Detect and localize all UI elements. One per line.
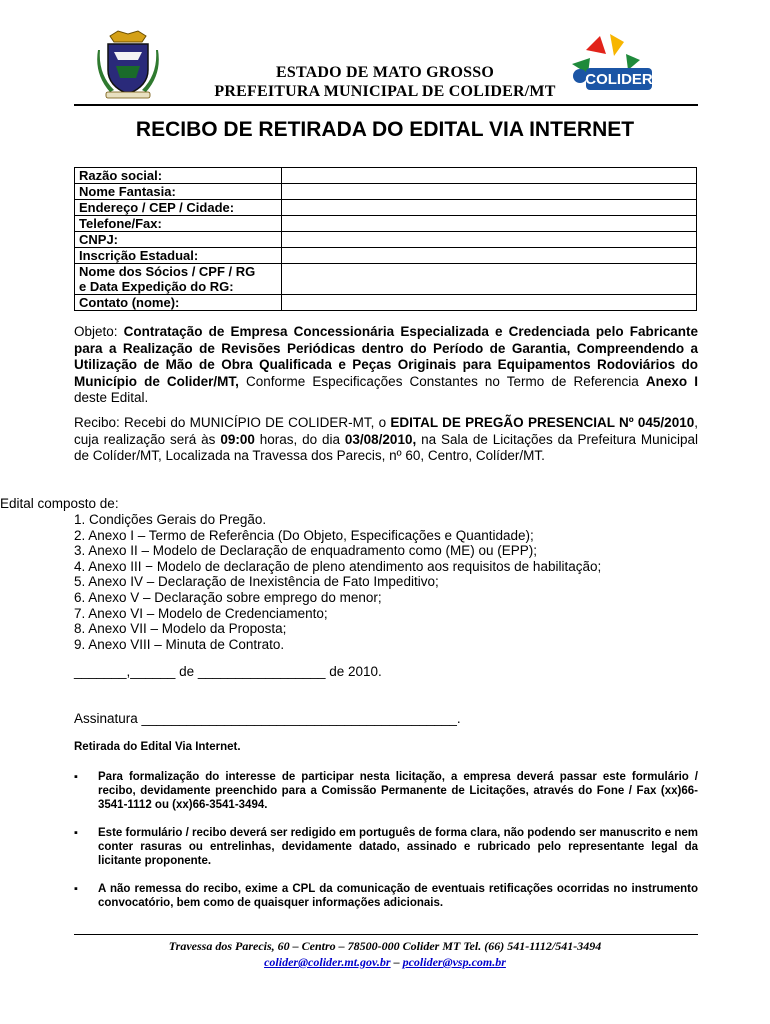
instruction-item: [74, 882, 698, 912]
header-divider: [74, 104, 698, 106]
recibo-text: horas, do dia: [259, 431, 341, 447]
list-item: 7. Anexo VI – Modelo de Credenciamento;: [74, 605, 328, 621]
edital-intro: Edital composto de:: [0, 496, 119, 511]
field-value[interactable]: [282, 248, 697, 264]
field-label-line: e Data Expedição do RG:: [79, 279, 234, 294]
table-row: [75, 264, 697, 295]
company-form-table: [74, 167, 697, 311]
field-label: Inscrição Estadual:: [75, 248, 282, 264]
list-item: 3. Anexo II – Modelo de Declaração de enquadramento como (ME) ou (EPP);: [74, 543, 538, 559]
bullet-icon: ▪: [74, 827, 78, 839]
list-item: 4. Anexo III − Modelo de declaração de pleno atendimento aos requisitos de habilitação;: [74, 558, 602, 574]
table-row: [75, 168, 697, 184]
field-label: Contato (nome):: [75, 295, 282, 311]
date-line: _______,______ de _________________ de 2010.: [74, 664, 382, 679]
recibo-edital: EDITAL DE PREGÃO PRESENCIAL Nº 045/2010: [390, 415, 695, 430]
instruction-text: Este formulário / recibo deverá ser redigido em português de forma clara, não podendo ser manuscrito e nem conter rasuras ou entrelinhas, devidamente datado, assinado e rubricado pelo representante legal da licitante proponente.: [98, 827, 698, 867]
instruction-text: Para formalização do interesse de participar nesta licitação, a empresa deverá passar este formulário / recibo, devidamente preenchido para a Comissão Permanente de Licitações, através do Fone / Fax (xx)66-3541-1112 ou (xx)66-3541-3494.: [98, 771, 698, 811]
recibo-hora: 09:00: [220, 431, 255, 447]
field-value[interactable]: [282, 200, 697, 216]
field-label: Telefone/Fax:: [75, 216, 282, 232]
email-link-pcolider[interactable]: pcolider@vsp.com.br: [402, 955, 506, 969]
field-label: [75, 264, 282, 295]
field-value[interactable]: [282, 184, 697, 200]
table-row: [75, 216, 697, 232]
instruction-item: [74, 826, 698, 871]
objeto-anexo: Anexo I: [645, 373, 698, 389]
table-row: [75, 248, 697, 264]
objeto-label: Objeto:: [74, 324, 118, 339]
instruction-text: A não remessa do recibo, exime a CPL da comunicação de eventuais retificações ocorridas no instrumento convocatório, bem como de quaisquer informações adicionais.: [98, 883, 698, 909]
field-value[interactable]: [282, 168, 697, 184]
recibo-data: 03/08/2010,: [344, 431, 417, 447]
list-item: 6. Anexo V – Declaração sobre emprego do menor;: [74, 589, 382, 605]
objeto-rest: Conforme Especificações Constantes no Termo de Referencia: [246, 373, 639, 389]
state-heading: ESTADO DE MATO GROSSO: [275, 64, 495, 81]
recibo-text: na Sala de Licitações da Prefeitura Municipal de Colíder/MT, Localizada na Travessa dos Parecis, nº 60, Centro, Colíder/MT.: [74, 431, 698, 463]
list-item: 1. Condições Gerais do Pregão.: [74, 512, 267, 527]
list-item: 2. Anexo I – Termo de Referência (Do Objeto, Especificações e Quantidade);: [74, 527, 534, 543]
objeto-paragraph: [74, 324, 698, 407]
field-value[interactable]: [282, 216, 697, 232]
signature-line: Assinatura __________________________________________.: [74, 711, 461, 726]
logo-text: COLIDER: [585, 71, 653, 88]
footer-emails: [0, 955, 770, 970]
recibo-text: , cuja realização será às: [74, 415, 698, 447]
field-label: CNPJ:: [75, 232, 282, 248]
footer-divider: [74, 934, 698, 935]
email-separator: –: [390, 955, 403, 969]
list-item: 8. Anexo VII – Modelo da Proposta;: [74, 621, 287, 637]
bullet-icon: ▪: [74, 771, 78, 783]
list-item: 5. Anexo IV – Declaração de Inexistência de Fato Impeditivo;: [74, 574, 439, 590]
field-label: Razão social:: [75, 168, 282, 184]
field-value[interactable]: [282, 264, 697, 295]
table-row: [75, 295, 697, 311]
retirada-title: Retirada do Edital Via Internet.: [74, 741, 241, 753]
field-label-line: Nome dos Sócios / CPF / RG: [79, 264, 256, 279]
objeto-bold: Contratação de Empresa Concessionária Especializada e Credenciada pelo Fabricante para a Realização de Revisões Periódicas dentro do Período de Garantia, Compreendendo a Utilização de Mão de Obra Qualificada e Peças Originais para Equipamentos Rodoviários do Município de Colider/MT,: [74, 324, 698, 389]
field-value[interactable]: [282, 232, 697, 248]
list-item: 9. Anexo VIII – Minuta de Contrato.: [74, 636, 285, 652]
field-value[interactable]: [282, 295, 697, 311]
instruction-item: [74, 770, 698, 815]
recibo-paragraph: [74, 415, 698, 465]
edital-list: [74, 512, 601, 652]
field-label: Endereço / CEP / Cidade:: [75, 200, 282, 216]
table-row: [75, 232, 697, 248]
bullet-icon: ▪: [74, 883, 78, 895]
prefecture-heading: PREFEITURA MUNICIPAL DE COLIDER/MT: [214, 83, 556, 100]
recibo-text: Recibo: Recebi do MUNICÍPIO DE COLIDER-MT, o: [74, 415, 387, 430]
page-title: RECIBO DE RETIRADA DO EDITAL VIA INTERNET: [135, 118, 635, 141]
email-link-colider[interactable]: colider@colider.mt.gov.br: [264, 955, 391, 969]
field-label: Nome Fantasia:: [75, 184, 282, 200]
table-row: [75, 184, 697, 200]
table-row: [75, 200, 697, 216]
footer-address: Travessa dos Parecis, 60 – Centro – 78500-000 Colider MT Tel. (66) 541-1112/541-3494: [168, 939, 602, 953]
objeto-rest-end: deste Edital.: [74, 390, 149, 405]
